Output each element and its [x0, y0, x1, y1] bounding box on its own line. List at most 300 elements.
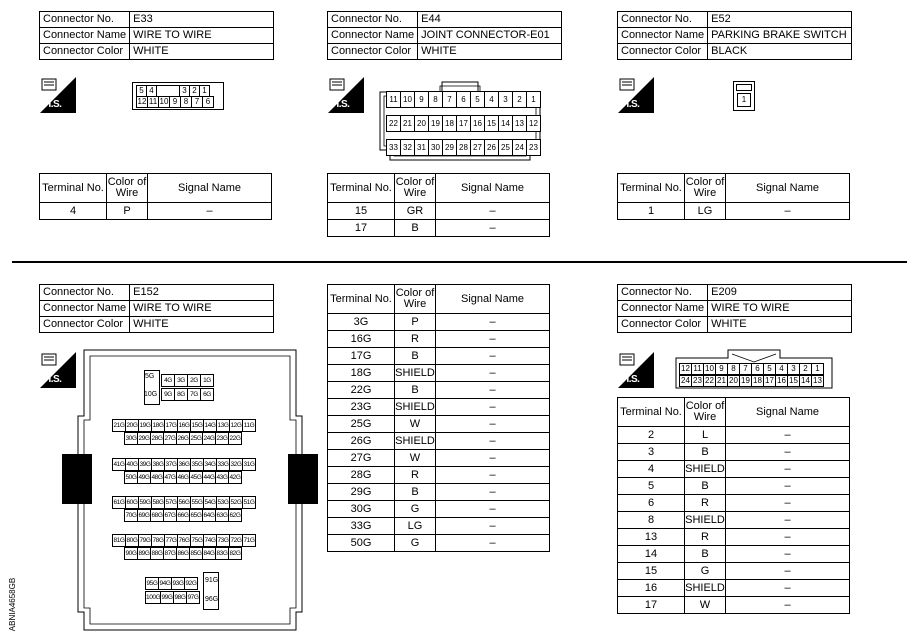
label-connector-name: Connector Name — [618, 301, 708, 317]
e152-pin: 47G — [163, 471, 177, 484]
e152-pin: 88G — [150, 547, 164, 560]
e44-pin: 12 — [526, 115, 541, 132]
e152-pin: 6G — [200, 388, 214, 401]
signal-cell: – — [436, 314, 550, 331]
e152-pin: 86G — [176, 547, 190, 560]
table-row — [328, 535, 550, 552]
terminal-cell: 4 — [618, 461, 685, 478]
e152-pin: 20G — [125, 419, 139, 432]
e152-pin: 2G — [187, 374, 201, 387]
table-row — [328, 484, 550, 501]
e44-pin-row-2 — [386, 115, 540, 132]
e152-pin: 56G — [177, 496, 191, 509]
label-connector-no: Connector No. — [618, 285, 708, 301]
e152-pin: 42G — [228, 471, 242, 484]
e209-pin-row-bottom — [679, 375, 823, 387]
e152-pin: 38G — [151, 458, 165, 471]
signal-table-e33 — [39, 173, 272, 220]
table-row — [618, 478, 850, 495]
e152-pin: 22G — [228, 432, 242, 445]
label-connector-no: Connector No. — [618, 12, 708, 28]
wire-color-cell: GR — [395, 203, 436, 220]
signal-cell: – — [726, 461, 850, 478]
label-connector-name: Connector Name — [328, 28, 418, 44]
wire-color-cell: G — [395, 501, 436, 518]
e152-pin: 19G — [138, 419, 152, 432]
wire-color-cell: SHIELD — [395, 433, 436, 450]
wire-color-cell: B — [395, 348, 436, 365]
terminal-cell: 50G — [328, 535, 395, 552]
header-signal-name: Signal Name — [726, 174, 850, 203]
e209-pin-row-top — [679, 363, 823, 375]
terminal-cell: 17 — [328, 220, 395, 237]
e209-pin: 21 — [715, 375, 728, 387]
wire-color-cell: P — [107, 203, 148, 220]
wire-color-cell: R — [395, 467, 436, 484]
e152-pin: 69G — [137, 509, 151, 522]
table-row — [328, 467, 550, 484]
e152-group-2-top — [112, 419, 255, 432]
table-row — [328, 501, 550, 518]
wire-color-cell: P — [395, 314, 436, 331]
e152-pin: 46G — [176, 471, 190, 484]
e152-pin: 24G — [202, 432, 216, 445]
e44-pin: 6 — [456, 91, 471, 108]
e152-pin: 95G — [145, 577, 159, 590]
e152-pin: 17G — [164, 419, 178, 432]
e152-pin: 76G — [177, 534, 191, 547]
e44-pin: 24 — [512, 139, 527, 156]
signal-cell: – — [436, 203, 550, 220]
wire-color-cell: LG — [395, 518, 436, 535]
e44-pin: 21 — [400, 115, 415, 132]
e44-pin: 7 — [442, 91, 457, 108]
e209-pin: 8 — [727, 363, 740, 375]
e209-pin: 16 — [775, 375, 788, 387]
connector-no-value: E209 — [708, 285, 852, 301]
e44-pin: 28 — [456, 139, 471, 156]
wire-color-cell: B — [685, 478, 726, 495]
header-terminal-no: Terminal No. — [328, 285, 395, 314]
table-row — [618, 512, 850, 529]
terminal-cell: 26G — [328, 433, 395, 450]
wire-color-cell: B — [395, 382, 436, 399]
connector-no-value: E152 — [130, 285, 274, 301]
connector-color-value: BLACK — [708, 44, 852, 60]
e209-pin: 2 — [799, 363, 812, 375]
e152-pin: 90G — [124, 547, 138, 560]
e152-pin: 1G — [200, 374, 214, 387]
e152-pin: 33G — [216, 458, 230, 471]
table-row — [328, 382, 550, 399]
signal-cell: – — [726, 529, 850, 546]
signal-cell: – — [436, 433, 550, 450]
wire-color-cell: SHIELD — [685, 580, 726, 597]
e209-pin: 23 — [691, 375, 704, 387]
e152-pin: 75G — [190, 534, 204, 547]
wire-color-cell: G — [685, 563, 726, 580]
signal-cell: – — [436, 416, 550, 433]
connector-no-value: E44 — [418, 12, 562, 28]
signal-cell: – — [726, 203, 850, 220]
e33-pin: 11 — [148, 97, 158, 106]
e209-pin: 12 — [679, 363, 692, 375]
e152-pin: 57G — [164, 496, 178, 509]
e152-pin: 31G — [242, 458, 256, 471]
terminal-cell: 16 — [618, 580, 685, 597]
e44-pin: 10 — [400, 91, 415, 108]
signal-cell: – — [436, 501, 550, 518]
e152-pin: 9G — [161, 388, 175, 401]
e209-pin: 14 — [799, 375, 812, 387]
hs-icon — [618, 77, 654, 113]
e152-pin: 5G — [145, 373, 155, 380]
e44-pin: 29 — [442, 139, 457, 156]
e152-pin: 100G — [145, 591, 161, 604]
e152-pin: 91G — [205, 577, 219, 584]
e209-pin: 18 — [751, 375, 764, 387]
table-row — [618, 563, 850, 580]
e152-pin: 4G — [161, 374, 175, 387]
label-connector-no: Connector No. — [40, 12, 130, 28]
e44-pin: 3 — [498, 91, 513, 108]
e152-pin: 18G — [151, 419, 165, 432]
e152-pin: 7G — [187, 388, 201, 401]
signal-cell: – — [436, 535, 550, 552]
e44-pin: 26 — [484, 139, 499, 156]
terminal-cell: 5 — [618, 478, 685, 495]
table-row — [618, 203, 850, 220]
e44-pin: 25 — [498, 139, 513, 156]
label-connector-color: Connector Color — [40, 317, 130, 333]
e44-pin: 20 — [414, 115, 429, 132]
hs-icon — [618, 352, 654, 388]
wire-color-cell: SHIELD — [395, 399, 436, 416]
label-connector-name: Connector Name — [618, 28, 708, 44]
table-row — [618, 461, 850, 478]
e44-pin: 19 — [428, 115, 443, 132]
hs-label: H.S. — [332, 99, 350, 110]
e152-pin: 97G — [186, 591, 200, 604]
e152-pin: 70G — [124, 509, 138, 522]
e152-pin: 32G — [229, 458, 243, 471]
wire-color-cell: SHIELD — [685, 512, 726, 529]
header-terminal-no: Terminal No. — [618, 174, 685, 203]
e209-pin: 1 — [811, 363, 824, 375]
wire-color-cell: SHIELD — [685, 461, 726, 478]
e152-group-5-top — [112, 534, 255, 547]
signal-cell: – — [726, 444, 850, 461]
e152-pin: 8G — [174, 388, 188, 401]
header-signal-name: Signal Name — [148, 174, 272, 203]
e152-pin: 37G — [164, 458, 178, 471]
e152-pin: 64G — [202, 509, 216, 522]
table-row — [618, 580, 850, 597]
wire-color-cell: B — [685, 546, 726, 563]
table-row — [618, 495, 850, 512]
connector-no-value: E52 — [708, 12, 852, 28]
label-connector-name: Connector Name — [40, 301, 130, 317]
terminal-cell: 30G — [328, 501, 395, 518]
e209-pin: 22 — [703, 375, 716, 387]
e152-pin: 15G — [190, 419, 204, 432]
terminal-cell: 23G — [328, 399, 395, 416]
connector-color-value: WHITE — [130, 317, 274, 333]
e44-pin: 32 — [400, 139, 415, 156]
e209-pin: 3 — [787, 363, 800, 375]
e152-pin: 28G — [150, 432, 164, 445]
e152-pin: 60G — [125, 496, 139, 509]
label-connector-color: Connector Color — [328, 44, 418, 60]
e33-pin: 10 — [159, 97, 169, 106]
e33-pin: 6 — [202, 96, 214, 108]
e44-pin: 15 — [484, 115, 499, 132]
e33-pin: 9 — [169, 96, 181, 108]
e209-pin: 7 — [739, 363, 752, 375]
e152-group-2-bottom — [124, 432, 241, 445]
e209-pin: 10 — [703, 363, 716, 375]
connector-info-e33 — [39, 11, 274, 60]
e152-group-4-top — [112, 496, 255, 509]
table-row — [328, 399, 550, 416]
table-row — [618, 529, 850, 546]
connector-face-e52 — [733, 81, 755, 111]
terminal-cell: 17G — [328, 348, 395, 365]
e152-pin: 78G — [151, 534, 165, 547]
header-signal-name: Signal Name — [436, 174, 550, 203]
table-row — [618, 444, 850, 461]
e52-pin: 1 — [737, 93, 751, 107]
e152-pin: 72G — [229, 534, 243, 547]
e209-pin: 11 — [691, 363, 704, 375]
e44-pin: 17 — [456, 115, 471, 132]
e152-pin: 14G — [203, 419, 217, 432]
header-terminal-no: Terminal No. — [618, 398, 685, 427]
label-connector-no: Connector No. — [328, 12, 418, 28]
header-terminal-no: Terminal No. — [40, 174, 107, 203]
e152-pin: 36G — [177, 458, 191, 471]
e44-pin: 11 — [386, 91, 401, 108]
signal-table-e52 — [617, 173, 850, 220]
e152-pin: 34G — [203, 458, 217, 471]
e44-pin: 5 — [470, 91, 485, 108]
e152-pin: 67G — [163, 509, 177, 522]
e209-pin: 15 — [787, 375, 800, 387]
e44-pin: 4 — [484, 91, 499, 108]
figure-code: ABNIA4658GB — [8, 577, 18, 632]
e44-pin: 8 — [428, 91, 443, 108]
e33-pin: 7 — [191, 96, 203, 108]
e152-pin: 53G — [216, 496, 230, 509]
e152-pin: 63G — [215, 509, 229, 522]
signal-table-e44 — [327, 173, 550, 237]
e152-pin: 61G — [112, 496, 126, 509]
signal-cell: – — [436, 518, 550, 535]
wire-color-cell: R — [685, 529, 726, 546]
signal-cell: – — [436, 382, 550, 399]
e33-pin: 8 — [180, 96, 192, 108]
label-connector-color: Connector Color — [40, 44, 130, 60]
e152-group-5-bottom — [124, 547, 241, 560]
terminal-cell: 18G — [328, 365, 395, 382]
signal-cell: – — [726, 495, 850, 512]
table-row — [618, 546, 850, 563]
e209-pin: 9 — [715, 363, 728, 375]
e152-group-3-top — [112, 458, 255, 471]
e44-pin: 22 — [386, 115, 401, 132]
wire-color-cell: LG — [685, 203, 726, 220]
e209-pin: 6 — [751, 363, 764, 375]
e152-pin: 54G — [203, 496, 217, 509]
connector-name-value: JOINT CONNECTOR-E01 — [418, 28, 562, 44]
e44-pin: 13 — [512, 115, 527, 132]
e152-pin: 25G — [189, 432, 203, 445]
e152-pin: 26G — [176, 432, 190, 445]
header-signal-name: Signal Name — [726, 398, 850, 427]
e44-pin-row-3 — [386, 139, 540, 156]
e152-pin: 83G — [215, 547, 229, 560]
e44-pin: 16 — [470, 115, 485, 132]
wire-color-cell: B — [395, 484, 436, 501]
connector-no-value: E33 — [130, 12, 274, 28]
label-connector-name: Connector Name — [40, 28, 130, 44]
terminal-cell: 33G — [328, 518, 395, 535]
e152-pin: 65G — [189, 509, 203, 522]
signal-cell: – — [726, 546, 850, 563]
signal-cell: – — [436, 365, 550, 382]
signal-cell: – — [726, 563, 850, 580]
e209-pin: 5 — [763, 363, 776, 375]
signal-cell: – — [436, 399, 550, 416]
terminal-cell: 4 — [40, 203, 107, 220]
table-row — [328, 203, 550, 220]
terminal-cell: 15 — [328, 203, 395, 220]
signal-cell: – — [726, 597, 850, 614]
hs-label: H.S. — [44, 374, 62, 385]
e152-pin: 66G — [176, 509, 190, 522]
e44-pin: 33 — [386, 139, 401, 156]
table-row — [618, 597, 850, 614]
e152-pin: 43G — [215, 471, 229, 484]
e44-pin: 14 — [498, 115, 513, 132]
wire-color-cell: L — [685, 427, 726, 444]
terminal-cell: 28G — [328, 467, 395, 484]
terminal-cell: 3 — [618, 444, 685, 461]
wire-color-cell: W — [395, 450, 436, 467]
e152-pin: 12G — [229, 419, 243, 432]
hs-icon — [328, 77, 364, 113]
e33-pin-row-bottom — [136, 96, 213, 108]
e152-pin: 85G — [189, 547, 203, 560]
e44-pin: 30 — [428, 139, 443, 156]
signal-cell: – — [726, 580, 850, 597]
signal-cell: – — [726, 427, 850, 444]
table-row — [328, 416, 550, 433]
connector-info-e152 — [39, 284, 274, 333]
terminal-cell: 29G — [328, 484, 395, 501]
e152-pin: 13G — [216, 419, 230, 432]
label-connector-no: Connector No. — [40, 285, 130, 301]
e152-pin: 16G — [177, 419, 191, 432]
e209-pin: 13 — [811, 375, 824, 387]
header-color-of-wire: Color of Wire — [685, 174, 726, 203]
header-signal-name: Signal Name — [436, 285, 550, 314]
e152-pin: 3G — [174, 374, 188, 387]
header-color-of-wire: Color of Wire — [395, 285, 436, 314]
e152-pin: 89G — [137, 547, 151, 560]
e152-pin: 92G — [184, 577, 198, 590]
e209-pin: 19 — [739, 375, 752, 387]
e152-pin: 21G — [112, 419, 126, 432]
e152-group-1-top — [161, 374, 213, 387]
e152-group-1-bottom — [161, 388, 213, 401]
header-color-of-wire: Color of Wire — [685, 398, 726, 427]
e152-pin: 79G — [138, 534, 152, 547]
signal-cell: – — [436, 348, 550, 365]
signal-cell: – — [726, 512, 850, 529]
e152-pin: 58G — [151, 496, 165, 509]
table-row — [328, 220, 550, 237]
terminal-cell: 27G — [328, 450, 395, 467]
table-row — [328, 365, 550, 382]
terminal-cell: 16G — [328, 331, 395, 348]
e152-pin: 45G — [189, 471, 203, 484]
e44-pin-row-1 — [386, 91, 540, 108]
terminal-cell: 3G — [328, 314, 395, 331]
header-color-of-wire: Color of Wire — [395, 174, 436, 203]
e44-pin: 1 — [526, 91, 541, 108]
table-row — [328, 348, 550, 365]
wire-color-cell: R — [395, 331, 436, 348]
e44-pin: 27 — [470, 139, 485, 156]
hs-icon — [40, 77, 76, 113]
connector-color-value: WHITE — [708, 317, 852, 333]
terminal-cell: 25G — [328, 416, 395, 433]
e152-pin: 52G — [229, 496, 243, 509]
e152-pin: 82G — [228, 547, 242, 560]
signal-cell: – — [436, 467, 550, 484]
e152-pin: 49G — [137, 471, 151, 484]
hs-label: H.S. — [622, 99, 640, 110]
connector-name-value: PARKING BRAKE SWITCH — [708, 28, 852, 44]
table-row — [618, 427, 850, 444]
wire-color-cell: B — [395, 220, 436, 237]
table-row — [40, 203, 272, 220]
header-color-of-wire: Color of Wire — [107, 174, 148, 203]
signal-cell: – — [148, 203, 272, 220]
e33-pin: 1 — [199, 85, 210, 97]
e44-pin: 18 — [442, 115, 457, 132]
e44-pin: 31 — [414, 139, 429, 156]
terminal-cell: 17 — [618, 597, 685, 614]
e152-pin: 99G — [160, 591, 174, 604]
e152-pin: 77G — [164, 534, 178, 547]
e209-pin: 17 — [763, 375, 776, 387]
e152-pin: 81G — [112, 534, 126, 547]
terminal-cell: 14 — [618, 546, 685, 563]
signal-cell: – — [436, 331, 550, 348]
terminal-cell: 8 — [618, 512, 685, 529]
e44-pin: 23 — [526, 139, 541, 156]
e152-pin: 41G — [112, 458, 126, 471]
table-row — [328, 450, 550, 467]
terminal-cell: 6 — [618, 495, 685, 512]
terminal-cell: 22G — [328, 382, 395, 399]
hs-label: H.S. — [44, 99, 62, 110]
e152-pin: 29G — [137, 432, 151, 445]
e152-pin: 50G — [124, 471, 138, 484]
e152-pin: 55G — [190, 496, 204, 509]
